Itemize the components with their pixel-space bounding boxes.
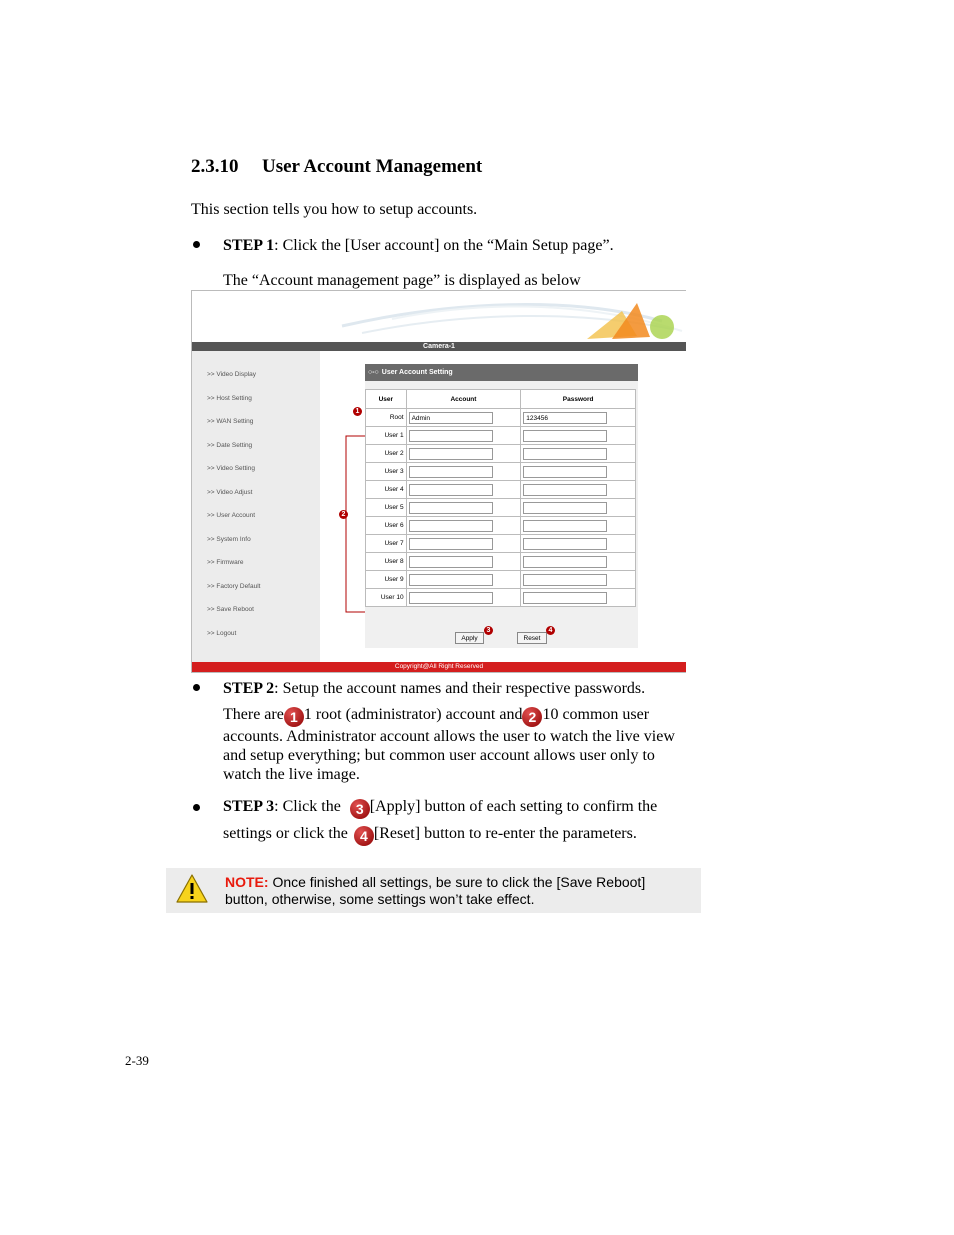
note-label: NOTE: bbox=[225, 874, 269, 890]
page-number: 2-39 bbox=[125, 1053, 149, 1068]
column-header-password: Password bbox=[521, 390, 636, 409]
table-header-row bbox=[366, 390, 636, 409]
account-input[interactable] bbox=[409, 466, 493, 478]
apply-button[interactable]: Apply bbox=[455, 632, 484, 644]
account-input[interactable] bbox=[409, 484, 493, 496]
step2-p-mid2: 10 common user bbox=[542, 706, 650, 723]
marker-4-icon: 4 bbox=[546, 626, 555, 635]
table-row bbox=[366, 589, 636, 607]
user-account-panel bbox=[365, 364, 638, 648]
sidebar-item-save-reboot[interactable]: >> Save Reboot bbox=[207, 606, 254, 613]
password-cell bbox=[521, 445, 636, 463]
sidebar-item-user-account[interactable]: >> User Account bbox=[207, 512, 256, 519]
step1-text: : Click the [User account] on the “Main Setup page”. bbox=[274, 237, 614, 254]
marker-1-icon: 1 bbox=[353, 407, 362, 416]
table-row bbox=[366, 553, 636, 571]
sidebar-item-host-setting[interactable]: >> Host Setting bbox=[207, 395, 252, 402]
column-header-user: User bbox=[366, 390, 407, 409]
section-heading bbox=[191, 156, 482, 178]
copyright-bar: Copyright@All Right Reserved bbox=[192, 662, 686, 672]
account-input[interactable] bbox=[409, 574, 493, 586]
sidebar-item-wan-setting[interactable]: >> WAN Setting bbox=[207, 418, 254, 425]
sidebar-item-factory-default[interactable]: >> Factory Default bbox=[207, 583, 261, 590]
password-input[interactable] bbox=[523, 502, 607, 514]
table-row bbox=[366, 409, 636, 427]
panel-title: User Account Setting bbox=[381, 369, 453, 376]
number-4-icon: 4 bbox=[354, 826, 374, 846]
account-input[interactable] bbox=[409, 592, 493, 604]
column-header-account: Account bbox=[406, 390, 521, 409]
sidebar-item-firmware[interactable]: >> Firmware bbox=[207, 559, 244, 566]
account-input[interactable]: Admin bbox=[409, 412, 493, 424]
row-user-label: User 7 bbox=[366, 535, 407, 553]
account-cell bbox=[406, 517, 521, 535]
row-user-label: User 1 bbox=[366, 427, 407, 445]
password-input[interactable] bbox=[523, 556, 607, 568]
row-user-label: User 4 bbox=[366, 481, 407, 499]
table-row bbox=[366, 445, 636, 463]
step2-paragraph-line4: watch the live image. bbox=[223, 766, 360, 783]
step3-line2 bbox=[223, 824, 637, 846]
marker-3-icon: 3 bbox=[484, 626, 493, 635]
bullet-step3 bbox=[193, 804, 200, 811]
bullet-step2 bbox=[193, 684, 200, 691]
account-input[interactable] bbox=[409, 520, 493, 532]
step2-paragraph bbox=[223, 705, 693, 784]
password-input[interactable] bbox=[523, 484, 607, 496]
account-cell bbox=[406, 427, 521, 445]
sidebar-item-video-display[interactable]: >> Video Display bbox=[207, 371, 257, 378]
password-input[interactable] bbox=[523, 430, 607, 442]
account-cell bbox=[406, 535, 521, 553]
account-cell bbox=[406, 499, 521, 517]
step2-paragraph-line2: accounts. Administrator account allows the user to watch the live view bbox=[223, 728, 675, 745]
account-cell bbox=[406, 481, 521, 499]
account-cell bbox=[406, 409, 521, 427]
step3-text-c: settings or click the bbox=[223, 825, 348, 842]
table-row bbox=[366, 481, 636, 499]
number-2-icon: 2 bbox=[522, 707, 542, 727]
account-cell bbox=[406, 571, 521, 589]
password-cell bbox=[521, 499, 636, 517]
step2-paragraph-line1 bbox=[223, 705, 693, 727]
password-cell bbox=[521, 463, 636, 481]
step3-line1 bbox=[223, 797, 657, 819]
row-user-label: User 10 bbox=[366, 589, 407, 607]
account-management-screenshot bbox=[191, 290, 686, 673]
row-user-label: User 3 bbox=[366, 463, 407, 481]
step1-caption: The “Account management page” is displayed as below bbox=[223, 272, 581, 289]
password-cell bbox=[521, 589, 636, 607]
step2-label: STEP 2 bbox=[223, 680, 275, 697]
password-input[interactable] bbox=[523, 520, 607, 532]
note-box bbox=[166, 868, 701, 913]
number-3-icon: 3 bbox=[350, 799, 370, 819]
account-input[interactable] bbox=[409, 502, 493, 514]
password-cell bbox=[521, 553, 636, 571]
section-number: 2.3.10 bbox=[191, 156, 239, 177]
password-input[interactable]: 123456 bbox=[523, 412, 607, 424]
step1-line bbox=[223, 236, 614, 255]
number-1-icon: 1 bbox=[284, 707, 304, 727]
sidebar-item-logout[interactable]: >> Logout bbox=[207, 630, 237, 637]
note-text-block bbox=[225, 874, 690, 908]
row-user-label: User 6 bbox=[366, 517, 407, 535]
header-swoosh-graphic bbox=[192, 291, 686, 342]
step2-text: : Setup the account names and their respective passwords. bbox=[274, 680, 646, 697]
password-input[interactable] bbox=[523, 538, 607, 550]
step2-line bbox=[223, 679, 645, 698]
account-input[interactable] bbox=[409, 430, 493, 442]
password-cell bbox=[521, 535, 636, 553]
account-cell bbox=[406, 553, 521, 571]
table-row bbox=[366, 571, 636, 589]
step1-label: STEP 1 bbox=[223, 237, 275, 254]
account-cell bbox=[406, 589, 521, 607]
step3-label: STEP 3 bbox=[223, 798, 275, 815]
password-cell bbox=[521, 517, 636, 535]
sidebar-item-date-setting[interactable]: >> Date Setting bbox=[207, 442, 253, 449]
password-cell bbox=[521, 427, 636, 445]
note-text: Once finished all settings, be sure to click the [Save Reboot] button, otherwise, some settings won’t take effect. bbox=[225, 874, 646, 907]
warning-icon bbox=[175, 873, 209, 905]
password-cell bbox=[521, 481, 636, 499]
row-user-label: Root bbox=[366, 409, 407, 427]
step2-paragraph-line3: and setup everything; but common user account allows user only to bbox=[223, 747, 655, 764]
sidebar-item-video-setting[interactable]: >> Video Setting bbox=[207, 465, 255, 472]
table-row bbox=[366, 463, 636, 481]
account-cell bbox=[406, 463, 521, 481]
step3-text-a: : Click the bbox=[274, 798, 341, 815]
section-title: User Account Management bbox=[262, 156, 483, 177]
account-input[interactable] bbox=[409, 538, 493, 550]
step2-p-start: There are bbox=[223, 706, 284, 723]
step3-text-d: [Reset] button to re-enter the parameters. bbox=[373, 825, 637, 842]
panel-title-bar bbox=[365, 364, 638, 381]
row-user-label: User 9 bbox=[366, 571, 407, 589]
password-input[interactable] bbox=[523, 448, 607, 460]
sidebar-item-system-info[interactable]: >> System Info bbox=[207, 536, 251, 543]
password-cell bbox=[521, 409, 636, 427]
panel-title-icon: ○-○ bbox=[368, 369, 379, 376]
step3-text-b: [Apply] button of each setting to confirm the bbox=[369, 798, 658, 815]
camera-title-bar: Camera-1 bbox=[192, 342, 686, 351]
password-input[interactable] bbox=[523, 574, 607, 586]
bullet-step1 bbox=[193, 241, 200, 248]
table-row bbox=[366, 517, 636, 535]
screenshot-header bbox=[192, 291, 686, 342]
account-input[interactable] bbox=[409, 556, 493, 568]
account-cell bbox=[406, 445, 521, 463]
sidebar-item-video-adjust[interactable]: >> Video Adjust bbox=[207, 489, 253, 496]
row-user-label: User 2 bbox=[366, 445, 407, 463]
section-intro: This section tells you how to setup accounts. bbox=[191, 201, 478, 218]
row-user-label: User 5 bbox=[366, 499, 407, 517]
account-table bbox=[365, 389, 636, 607]
marker-2-icon: 2 bbox=[339, 510, 348, 519]
password-input[interactable] bbox=[523, 466, 607, 478]
table-row bbox=[366, 427, 636, 445]
step2-p-mid1: 1 root (administrator) account and bbox=[303, 706, 523, 723]
screenshot-sidebar bbox=[192, 351, 320, 662]
password-input[interactable] bbox=[523, 592, 607, 604]
row-user-label: User 8 bbox=[366, 553, 407, 571]
reset-button[interactable]: Reset bbox=[517, 632, 547, 644]
table-row bbox=[366, 535, 636, 553]
password-cell bbox=[521, 571, 636, 589]
table-row bbox=[366, 499, 636, 517]
account-input[interactable] bbox=[409, 448, 493, 460]
